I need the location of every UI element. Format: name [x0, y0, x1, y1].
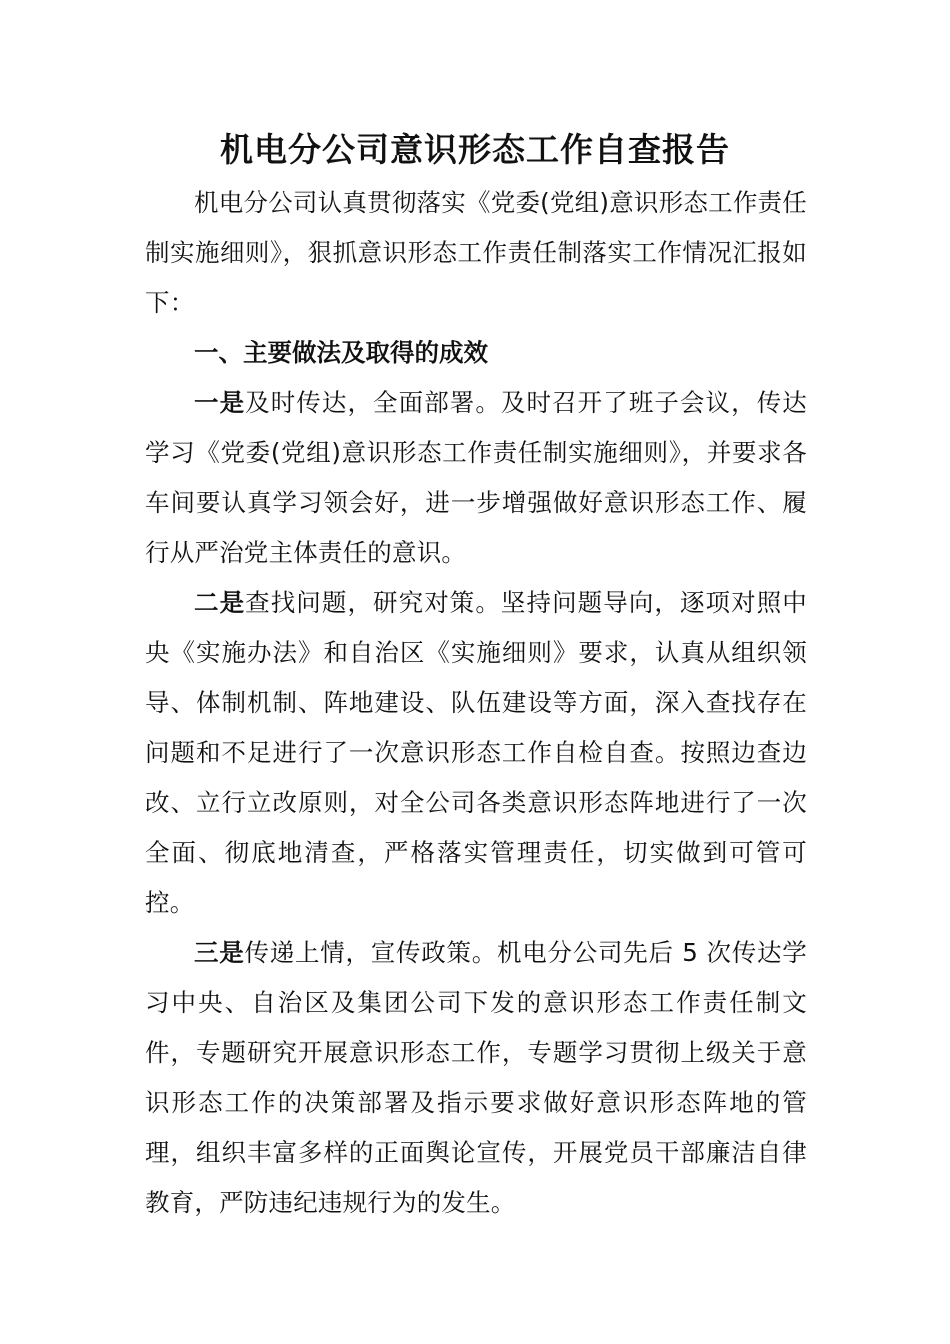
point-paragraph-1 — [145, 378, 807, 578]
section-heading: 一、主要做法及取得的成效 — [194, 338, 488, 367]
point-lead-2: 二是 — [194, 588, 246, 617]
intro-paragraph: 机电分公司认真贯彻落实《党委(党组)意识形态工作责任制实施细则》，狠抓意识形态工作责任制落实工作情况汇报如下： — [145, 188, 807, 317]
point-paragraph-3 — [145, 928, 807, 1228]
point-text-3: 传递上情，宣传政策。机电分公司先后 5 次传达学习中央、自治区及集团公司下发的意识形态工作责任制文件，专题研究开展意识形态工作，专题学习贯彻上级关于意识形态工作的决策部署及指示要求做好意识形态阵地的管理，组织丰富多样的正面舆论宣传，开展党员干部廉洁自律教育，严防违纪违规行为的发生。 — [145, 938, 807, 1217]
point-text-1: 及时传达，全面部署。及时召开了班子会议，传达学习《党委(党组)意识形态工作责任制实施细则》，并要求各车间要认真学习领会好，进一步增强做好意识形态工作、履行从严治党主体责任的意识。 — [145, 388, 807, 567]
point-lead-3: 三是 — [194, 938, 245, 967]
document-body — [145, 178, 807, 1228]
point-paragraph-2 — [145, 578, 807, 928]
point-text-2: 查找问题，研究对策。坚持问题导向，逐项对照中央《实施办法》和自治区《实施细则》要求，认真从组织领导、体制机制、阵地建设、队伍建设等方面，深入查找存在问题和不足进行了一次意识形态工作自检自查。按照边查边改、立行立改原则，对全公司各类意识形态阵地进行了一次全面、彻底地清查，严格落实管理责任，切实做到可管可控。 — [145, 588, 807, 917]
document-title: 机电分公司意识形态工作自查报告 — [220, 130, 730, 169]
point-lead-1: 一是 — [194, 388, 246, 417]
